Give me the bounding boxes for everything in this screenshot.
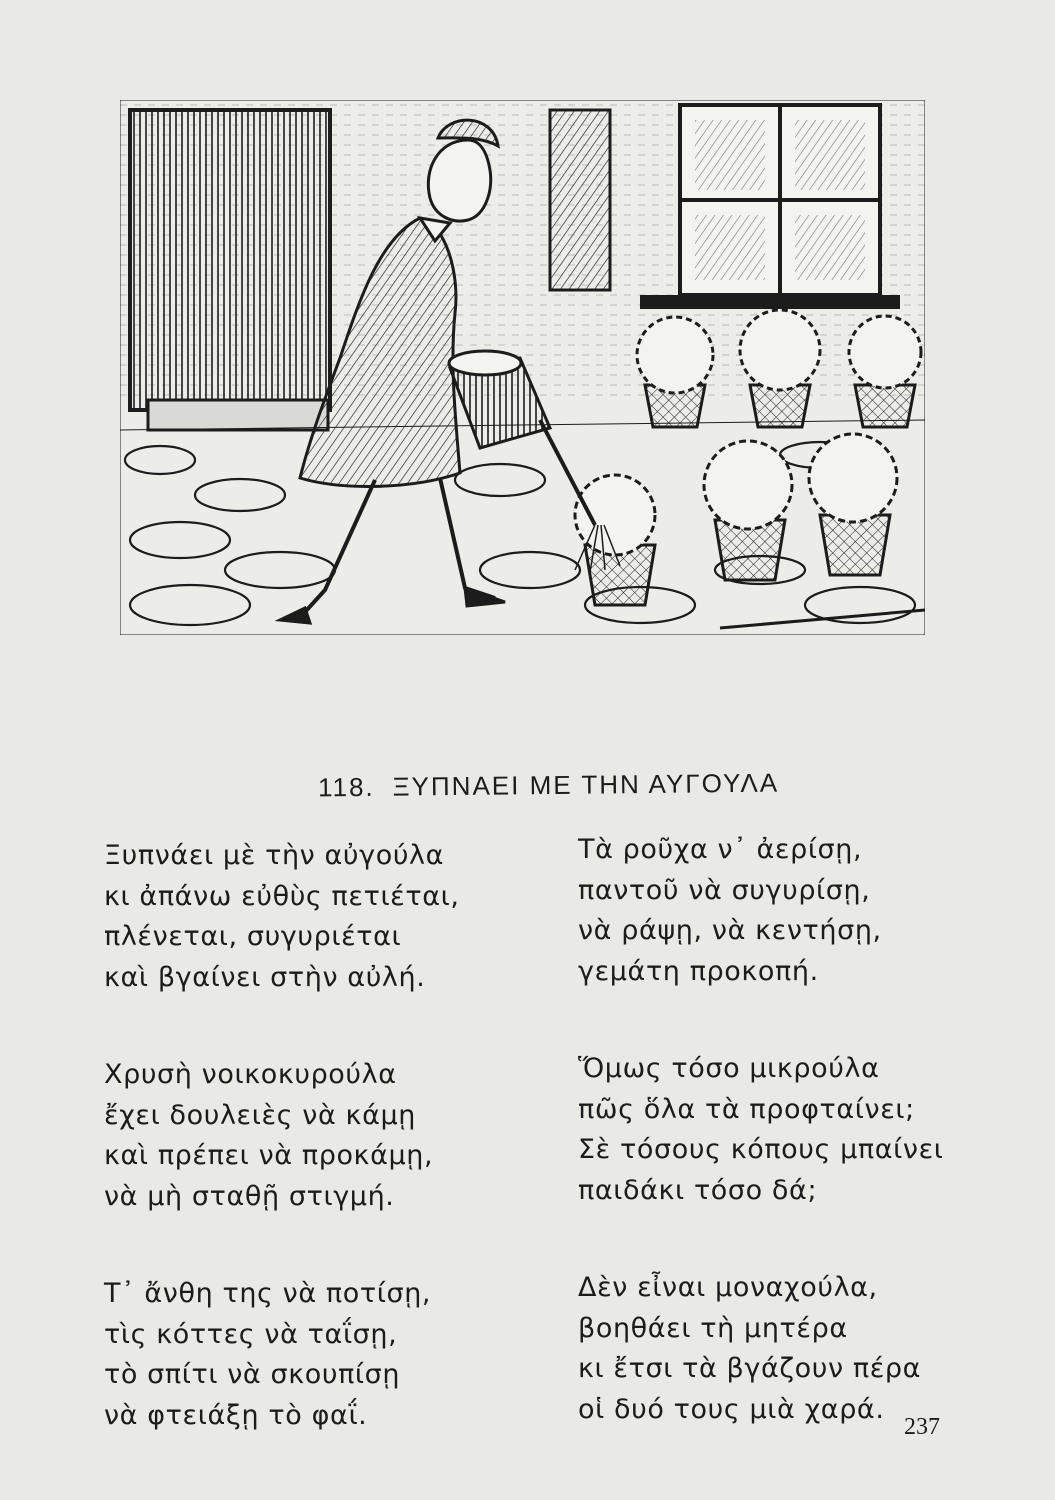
- verse-line: βοηθάει τὴ μητέρα: [578, 1312, 848, 1344]
- page-number: 237: [904, 1414, 940, 1440]
- verse-line: κι ἔτσι τὰ βγάζουν πέρα: [578, 1353, 922, 1384]
- verse-line: νὰ ράψῃ, νὰ κεντήσῃ,: [578, 915, 882, 946]
- verse-line: νὰ φτειάξῃ τὸ φαΐ.: [104, 1399, 368, 1431]
- verse-line: παιδάκι τόσο δά;: [578, 1174, 818, 1206]
- verse-line: Ξυπνάει μὲ τὴν αὐγούλα: [104, 840, 445, 871]
- verse-line: γεμάτη προκοπή.: [578, 955, 819, 987]
- stanza: [578, 830, 944, 992]
- verse-line: τὶς κόττες νὰ ταΐσῃ,: [104, 1318, 398, 1350]
- verse-line: πῶς ὅλα τὰ προφταίνει;: [578, 1093, 915, 1125]
- verse-line: νὰ μὴ σταθῇ στιγμή.: [104, 1180, 395, 1212]
- stanza: [104, 836, 460, 998]
- verse-line: Χρυσὴ νοικοκυρούλα: [104, 1059, 397, 1090]
- window: [550, 105, 900, 309]
- verse-line: Τὰ ροῦχα ν᾽ ἀερίσῃ,: [578, 834, 863, 865]
- verse-line: ἔχει δουλειὲς νὰ κάμῃ: [104, 1099, 416, 1131]
- poem-left-column: [104, 836, 460, 1493]
- verse-line: κι ἀπάνω εὐθὺς πετιέται,: [104, 880, 460, 912]
- verse-line: οἱ δυό τους μιὰ χαρά.: [578, 1393, 885, 1425]
- poem-title-text: ΞΥΠΝΑΕΙ ΜΕ ΤΗΝ ΑΥΓΟΥΛΑ: [392, 767, 780, 802]
- illustration-girl-watering-flowers: [120, 100, 925, 635]
- verse-line: Δὲν εἶναι μοναχούλα,: [578, 1272, 878, 1303]
- poem-title: [318, 768, 779, 804]
- verse-line: Σὲ τόσους κόπους μπαίνει: [578, 1134, 944, 1165]
- verse-line: παντοῦ νὰ συγυρίσῃ,: [578, 874, 871, 906]
- stanza: [578, 1268, 944, 1430]
- verse-line: καὶ βγαίνει στὴν αὐλή.: [104, 961, 426, 993]
- stanza: [104, 1055, 460, 1217]
- verse-line: πλένεται, συγυριέται: [104, 921, 402, 952]
- poem-number: 118.: [317, 771, 375, 803]
- stanza: [104, 1274, 460, 1436]
- poem-right-column: [578, 830, 944, 1487]
- verse-line: Τ᾽ ἄνθη της νὰ ποτίσῃ,: [104, 1278, 432, 1309]
- verse-line: καὶ πρέπει νὰ προκάμῃ,: [104, 1140, 434, 1171]
- flower-pots-back: [637, 310, 921, 427]
- doorway: [130, 110, 330, 410]
- verse-line: Ὅμως τόσο μικρούλα: [578, 1053, 880, 1084]
- stanza: [578, 1049, 944, 1211]
- verse-line: τὸ σπίτι νὰ σκουπίσῃ: [104, 1359, 401, 1390]
